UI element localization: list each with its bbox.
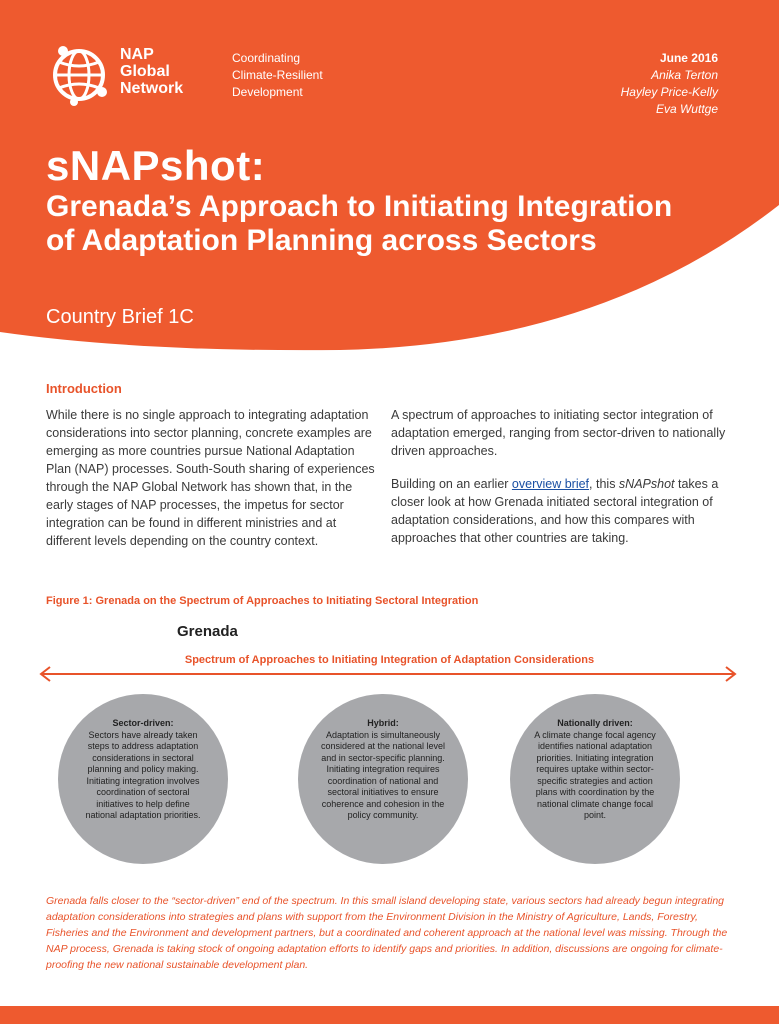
intro-paragraph bbox=[391, 475, 731, 547]
circle-body: Sectors have already taken steps to address adaptation considerations in sectoral planning and policy making. Initiating integration involves coordination of sectoral initiatives to help define national adaptation priorities. bbox=[85, 729, 201, 820]
author: Hayley Price-Kelly bbox=[620, 85, 718, 99]
intro-paragraph: A spectrum of approaches to initiating sector integration of adaptation emerged, ranging from sector-driven to nationally driven approaches. bbox=[391, 408, 726, 458]
section-heading-introduction: Introduction bbox=[46, 381, 122, 396]
figure-summary: Grenada falls closer to the “sector-driven” end of the spectrum. In this small island developing state, various sectors had already begun integrating adaptation considerations into strategies and plans with support from the Environment Division in the Ministry of Agriculture, Lands, Forestry, Fisheries and the Environment and development partners, but a coordinated and coherent approach at the national level was missing. Through the NAP process, Grenada is taking stock of ongoing adaptation efforts to identify gaps and priorities. In addition, discussions are ongoing for climate-proofing the new national sustainable development plan. bbox=[46, 895, 728, 971]
brand-name bbox=[120, 46, 183, 97]
circle-title: Hybrid: bbox=[367, 718, 399, 728]
approach-circle-sector-driven bbox=[58, 694, 228, 864]
brand-line: Network bbox=[120, 80, 184, 97]
double-arrow-icon bbox=[38, 664, 738, 684]
brief-label: Country Brief 1C bbox=[46, 306, 194, 328]
page-title: sNAPshot: bbox=[46, 142, 266, 189]
circle-title: Nationally driven: bbox=[557, 718, 633, 728]
circle-body: A climate change focal agency identifies national adaptation priorities. Initiating integration requires uptake within sector-specific strategies and action plans with coordination by the national climate change focal point. bbox=[534, 729, 656, 820]
country-label: Grenada bbox=[177, 623, 238, 640]
author: Eva Wuttge bbox=[655, 102, 718, 116]
circle-title: Sector-driven: bbox=[112, 718, 174, 728]
approach-circle-nationally-driven bbox=[510, 694, 680, 864]
tagline-line: Climate-Resilient bbox=[232, 68, 323, 82]
brand-line: Global bbox=[120, 63, 170, 80]
publication-meta bbox=[621, 50, 718, 118]
intro-right-column bbox=[391, 406, 731, 562]
figure-caption: Figure 1: Grenada on the Spectrum of Approaches to Initiating Sectoral Integration bbox=[46, 595, 479, 607]
approach-circle-hybrid bbox=[298, 694, 468, 864]
spectrum-title: Spectrum of Approaches to Initiating Integration of Adaptation Considerations bbox=[184, 654, 595, 666]
circle-body: Adaptation is simultaneously considered at the national level and in sector-specific planning. Initiating integration requires coordination of national and sectoral initiatives to ensure coherence and cohesion in the policy community. bbox=[320, 729, 446, 820]
tagline-line: Development bbox=[232, 85, 303, 99]
text-span: takes a closer look at how Grenada initiated sectoral integration of adaptation considerations, and how this compares with approaches that other countries are taking. bbox=[391, 477, 719, 545]
page-subtitle: Grenada’s Approach to Initiating Integration of Adaptation Planning across Sectors bbox=[46, 190, 673, 257]
author: Anika Terton bbox=[651, 68, 718, 82]
publication-date: June 2016 bbox=[659, 51, 718, 65]
overview-brief-link[interactable]: overview brief bbox=[511, 477, 590, 491]
tagline-line: Coordinating bbox=[232, 51, 301, 65]
text-span: , this bbox=[589, 477, 619, 491]
footer-bar bbox=[0, 1006, 779, 1024]
text-span-italic: sNAPshot bbox=[618, 477, 675, 491]
globe-network-icon bbox=[44, 40, 114, 110]
intro-left-column: While there is no single approach to integrating adaptation considerations into sector planning, concrete examples are emerging as more countries pursue National Adaptation Plan (NAP) processes. South-South sharing of experiences through the NAP Global Network has shown that, in the early stages of NAP processes, the impetus for sector integration can be found in different ministries and at different levels depending on the country context. bbox=[46, 408, 375, 548]
text-span: Building on an earlier bbox=[391, 477, 512, 491]
tagline bbox=[232, 50, 323, 101]
brand-line: NAP bbox=[120, 46, 154, 63]
